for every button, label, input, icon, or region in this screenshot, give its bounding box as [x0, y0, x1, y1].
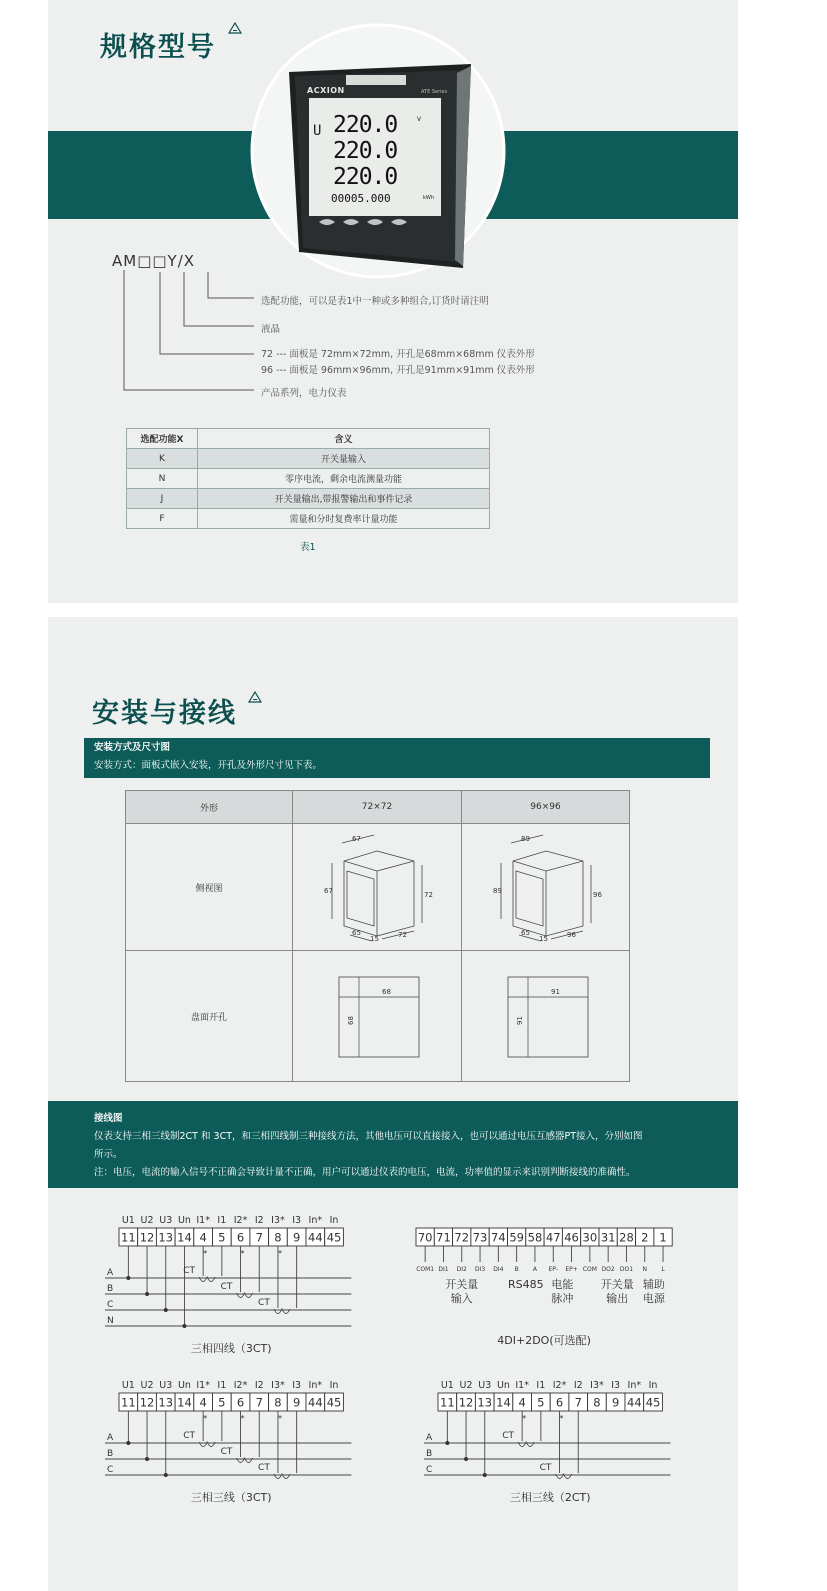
- terminal-top-label: In*: [308, 1380, 323, 1391]
- warning-icon: [248, 691, 262, 703]
- io-group-label: 输出: [606, 1292, 629, 1305]
- io-group-label: 电能: [551, 1278, 574, 1291]
- dim-text: 72: [424, 890, 433, 899]
- junction-dot: [182, 1324, 186, 1328]
- io-group-label: 输入: [450, 1292, 473, 1305]
- terminal-number: 6: [236, 1395, 245, 1410]
- io-label: DI3: [474, 1266, 486, 1273]
- table-cell: F: [127, 509, 198, 529]
- ct-label: CT: [258, 1463, 270, 1473]
- terminal-number: 72: [454, 1230, 470, 1245]
- table-caption: 表1: [300, 542, 316, 553]
- terminal-number: 30: [582, 1230, 598, 1245]
- io-group-label: 电源: [642, 1292, 665, 1305]
- dim-text: 72: [398, 930, 407, 939]
- dim-text: 91: [515, 1015, 524, 1025]
- io-group-label: 辅助: [642, 1278, 665, 1291]
- table-row: [126, 951, 630, 1082]
- terminal-number: 7: [574, 1395, 582, 1410]
- polarity-mark: *: [277, 1414, 282, 1423]
- annotation-lcd: 液晶: [261, 324, 281, 335]
- table-cell: N: [127, 469, 198, 489]
- table-cell: 零序电流，剩余电流测量功能: [198, 469, 490, 489]
- junction-dot: [164, 1308, 168, 1312]
- row-label-cutout: 盘面开孔: [126, 951, 293, 1082]
- junction-dot: [145, 1457, 149, 1461]
- terminal-number: 45: [326, 1395, 342, 1410]
- lcd-unit-v: V: [417, 116, 422, 123]
- dim-text: 15: [538, 934, 548, 943]
- line-label: B: [426, 1449, 433, 1459]
- junction-dot: [126, 1276, 130, 1280]
- terminal-number: 5: [218, 1230, 226, 1245]
- terminal-top-label: In*: [308, 1215, 323, 1226]
- io-label: N: [642, 1266, 647, 1273]
- junction-dot: [445, 1441, 449, 1445]
- lcd-unit-kwh: kWh: [423, 195, 435, 201]
- table-row: [127, 489, 490, 509]
- io-group-label: RS485: [507, 1278, 544, 1291]
- line-label: C: [426, 1465, 433, 1475]
- io-label: DO1: [619, 1266, 634, 1273]
- ct-label: CT: [502, 1431, 515, 1441]
- terminal-number: 4: [518, 1395, 526, 1410]
- terminal-top-label: I3*: [271, 1380, 285, 1391]
- io-label: COM1: [416, 1266, 435, 1273]
- ct-label: CT: [220, 1447, 233, 1457]
- terminal-number: 12: [139, 1230, 155, 1245]
- dim-text: 65: [352, 928, 361, 937]
- junction-dot: [145, 1292, 149, 1296]
- line-label: A: [107, 1433, 114, 1443]
- io-label: EP+: [565, 1266, 578, 1273]
- dim-text: 67: [324, 886, 333, 895]
- spec-panel: [48, 0, 738, 603]
- terminal-top-label: I1*: [196, 1215, 210, 1226]
- polarity-mark: *: [203, 1249, 208, 1258]
- table-cell: J: [127, 489, 198, 509]
- install-text: 安装方式：面板式嵌入安装，开孔及外形尺寸见下表。: [94, 760, 323, 771]
- terminal-top-label: U3: [478, 1380, 492, 1391]
- lcd-u-label: U: [313, 123, 322, 139]
- dim-text: 67: [352, 834, 361, 843]
- terminal-number: 9: [292, 1230, 301, 1245]
- terminal-number: 12: [458, 1395, 474, 1410]
- product-image: [251, 20, 505, 282]
- table-row: [127, 509, 490, 529]
- terminal-top-label: I3: [292, 1380, 302, 1391]
- dim-text: 15: [370, 934, 379, 943]
- terminal-number: 14: [177, 1395, 192, 1410]
- terminal-number: 13: [158, 1230, 174, 1245]
- io-label: COM: [582, 1266, 597, 1273]
- section-title: 安装与接线: [92, 698, 237, 729]
- terminal-number: 6: [236, 1230, 245, 1245]
- table-header: 72×72: [293, 791, 462, 824]
- terminal-number: 1: [659, 1230, 667, 1245]
- table-header: 外形: [126, 791, 293, 824]
- terminal-top-label: I1: [217, 1215, 227, 1226]
- terminal-number: 74: [491, 1230, 506, 1245]
- table-row: [127, 469, 490, 489]
- terminal-number: 45: [645, 1395, 661, 1410]
- line-label: A: [426, 1433, 433, 1443]
- terminal-number: 13: [158, 1395, 174, 1410]
- dim-text: 68: [347, 1015, 355, 1025]
- terminal-top-label: I3*: [590, 1380, 604, 1391]
- terminal-top-label: I1*: [196, 1380, 210, 1391]
- terminal-top-label: I2*: [233, 1380, 248, 1391]
- diagram-caption: 4DI+2DO(可选配): [497, 1334, 591, 1347]
- terminal-number: 44: [308, 1230, 323, 1245]
- table-cell: 开关量输出,带报警输出和事件记录: [198, 489, 490, 509]
- terminal-top-label: I2*: [233, 1215, 248, 1226]
- polarity-mark: *: [277, 1249, 282, 1258]
- dim-text: 96: [566, 930, 576, 939]
- terminal-top-label: In: [329, 1215, 339, 1226]
- warning-icon: [228, 22, 242, 34]
- terminal-top-label: U2: [140, 1380, 154, 1391]
- table-row: [127, 449, 490, 469]
- lcd-row3: 220.0: [333, 164, 398, 190]
- terminal-number: 44: [308, 1395, 323, 1410]
- dim-text: 96: [592, 890, 602, 899]
- io-label: DI4: [493, 1266, 504, 1273]
- terminal-number: 11: [121, 1395, 136, 1410]
- ct-label: CT: [220, 1282, 233, 1292]
- terminal-number: 14: [177, 1230, 192, 1245]
- terminal-top-label: In*: [627, 1380, 642, 1391]
- wiring-text-end: 所示。: [94, 1149, 123, 1160]
- terminal-number: 4: [199, 1230, 207, 1245]
- terminal-top-label: I2: [254, 1215, 264, 1226]
- terminal-number: 2: [641, 1230, 649, 1245]
- terminal-top-label: Un: [177, 1215, 191, 1226]
- table-header: 96×96: [462, 791, 630, 824]
- install-band: [84, 738, 710, 778]
- lcd-row1: 220.0: [333, 112, 398, 138]
- terminal-top-label: U2: [140, 1215, 154, 1226]
- io-group-label: 脉冲: [551, 1292, 574, 1305]
- wiring-band: [48, 1101, 738, 1188]
- terminal-top-label: I2: [573, 1380, 583, 1391]
- io-label: DI2: [456, 1266, 467, 1273]
- terminal-number: 70: [417, 1230, 433, 1245]
- ct-label: CT: [539, 1463, 552, 1473]
- terminal-number: 45: [326, 1230, 342, 1245]
- terminal-number: 71: [436, 1230, 451, 1245]
- junction-dot: [164, 1473, 168, 1477]
- polarity-mark: *: [203, 1414, 208, 1423]
- terminal-top-label: I1: [217, 1380, 227, 1391]
- model-leader-lines: [118, 268, 338, 398]
- ct-label: CT: [183, 1431, 196, 1441]
- terminal-number: 47: [545, 1230, 561, 1245]
- terminal-number: 28: [619, 1230, 634, 1245]
- table-cell: 开关量输入: [198, 449, 490, 469]
- brand-logo: ACXION: [307, 86, 345, 95]
- terminal-top-label: I1: [536, 1380, 546, 1391]
- terminal-number: 7: [255, 1230, 263, 1245]
- install-heading: 安装方式及尺寸图: [94, 742, 171, 753]
- terminal-number: 58: [527, 1230, 543, 1245]
- terminal-top-label: U1: [121, 1215, 135, 1226]
- terminal-number: 59: [509, 1230, 524, 1245]
- io-group-label: 开关量: [445, 1278, 479, 1291]
- option-table: [126, 428, 490, 529]
- terminal-number: 5: [218, 1395, 226, 1410]
- io-group-label: 开关量: [600, 1278, 634, 1291]
- terminal-number: 9: [292, 1395, 301, 1410]
- dim-text: 65: [520, 928, 530, 937]
- line-label: A: [107, 1268, 114, 1278]
- io-label: A: [532, 1266, 538, 1273]
- io-label: DI1: [438, 1266, 449, 1273]
- table-header: 选配功能X: [127, 429, 198, 449]
- terminal-number: 13: [477, 1395, 493, 1410]
- terminal-number: 4: [199, 1395, 207, 1410]
- cutout-72: [293, 951, 462, 1082]
- annotation-option: 选配功能，可以是表1中一种或多种组合,订货时请注明: [261, 296, 489, 307]
- terminal-number: 6: [555, 1395, 564, 1410]
- terminal-number: 73: [472, 1230, 488, 1245]
- terminal-top-label: I2: [254, 1380, 264, 1391]
- terminal-top-label: I2*: [552, 1380, 567, 1391]
- junction-dot: [483, 1473, 487, 1477]
- line-label: C: [107, 1465, 114, 1475]
- diagram-caption: 三相三线（3CT): [190, 1491, 272, 1504]
- terminal-number: 8: [593, 1395, 601, 1410]
- terminal-number: 8: [274, 1395, 282, 1410]
- junction-dot: [126, 1441, 130, 1445]
- polarity-mark: *: [522, 1414, 527, 1423]
- wiring-note: 注：电压，电流的输入信号不正确会导致计量不正确，用户可以通过仪表的电压，电流，功率值的显示来识别判断接线的准确性。: [94, 1167, 636, 1178]
- io-label: B: [514, 1266, 519, 1273]
- line-label: B: [107, 1449, 114, 1459]
- terminal-number: 7: [255, 1395, 263, 1410]
- wiring-diagrams: [0, 1200, 827, 1520]
- ct-label: CT: [258, 1298, 270, 1308]
- terminal-top-label: In: [648, 1380, 658, 1391]
- terminal-top-label: Un: [496, 1380, 510, 1391]
- terminal-number: 5: [537, 1395, 545, 1410]
- dim-text: 68: [382, 987, 391, 996]
- wiring-heading: 接线图: [94, 1113, 123, 1124]
- terminal-number: 46: [564, 1230, 579, 1245]
- terminal-number: 11: [121, 1230, 136, 1245]
- terminal-top-label: I3: [611, 1380, 621, 1391]
- line-label: N: [107, 1316, 114, 1326]
- dimension-table: [125, 790, 630, 1082]
- junction-dot: [464, 1457, 468, 1461]
- line-label: C: [107, 1300, 114, 1310]
- io-label: EP-: [548, 1266, 558, 1273]
- diagram-caption: 三相四线（3CT): [190, 1342, 272, 1355]
- row-label-side: 侧视图: [126, 824, 293, 951]
- terminal-number: 31: [600, 1230, 616, 1245]
- terminal-top-label: U1: [121, 1380, 135, 1391]
- polarity-mark: *: [559, 1414, 564, 1423]
- table-header: 含义: [198, 429, 490, 449]
- io-label: L: [661, 1266, 665, 1273]
- dim-text: 91: [550, 987, 560, 996]
- table-cell: K: [127, 449, 198, 469]
- terminal-top-label: U2: [459, 1380, 473, 1391]
- wiring-text: 仪表支持三相三线制2CT 和 3CT，和三相四线制三种接线方法，其他电压可以直接接入，也可以通过电压互感器PT接入，分别如图: [94, 1131, 643, 1142]
- model-code: AM□□Y/X: [112, 252, 196, 270]
- terminal-top-label: I1*: [515, 1380, 529, 1391]
- annotation-72: 72 --- 面板是 72mm×72mm, 开孔是68mm×68mm 仪表外形: [261, 349, 535, 360]
- dim-text: 89: [492, 886, 502, 895]
- polarity-mark: *: [240, 1249, 245, 1258]
- terminal-top-label: U3: [159, 1215, 173, 1226]
- terminal-number: 9: [611, 1395, 620, 1410]
- terminal-number: 12: [139, 1395, 155, 1410]
- diagram-caption: 三相三线（2CT): [509, 1491, 591, 1504]
- ct-label: CT: [183, 1266, 196, 1276]
- terminal-top-label: I3: [292, 1215, 302, 1226]
- terminal-top-label: U1: [440, 1380, 454, 1391]
- terminal-top-label: In: [329, 1380, 339, 1391]
- terminal-number: 11: [440, 1395, 455, 1410]
- lcd-row4: 00005.000: [331, 192, 391, 205]
- section-title: 规格型号: [100, 32, 216, 63]
- terminal-top-label: Un: [177, 1380, 191, 1391]
- side-view-96: [462, 824, 630, 951]
- annotation-96: 96 --- 面板是 96mm×96mm, 开孔是91mm×91mm 仪表外形: [261, 365, 535, 376]
- io-label: DO2: [601, 1266, 615, 1273]
- terminal-number: 14: [496, 1395, 511, 1410]
- line-label: B: [107, 1284, 114, 1294]
- cutout-96: [462, 951, 630, 1082]
- side-view-72: [293, 824, 462, 951]
- series-label: ATE Series: [421, 89, 448, 95]
- terminal-top-label: U3: [159, 1380, 173, 1391]
- table-cell: 需量和分时复费率计量功能: [198, 509, 490, 529]
- terminal-number: 8: [274, 1230, 282, 1245]
- polarity-mark: *: [240, 1414, 245, 1423]
- terminal-number: 44: [627, 1395, 642, 1410]
- table-row: [126, 824, 630, 951]
- terminal-top-label: I3*: [271, 1215, 285, 1226]
- dim-text: 89: [520, 834, 530, 843]
- annotation-series: 产品系列，电力仪表: [261, 388, 347, 399]
- lcd-row2: 220.0: [333, 138, 398, 164]
